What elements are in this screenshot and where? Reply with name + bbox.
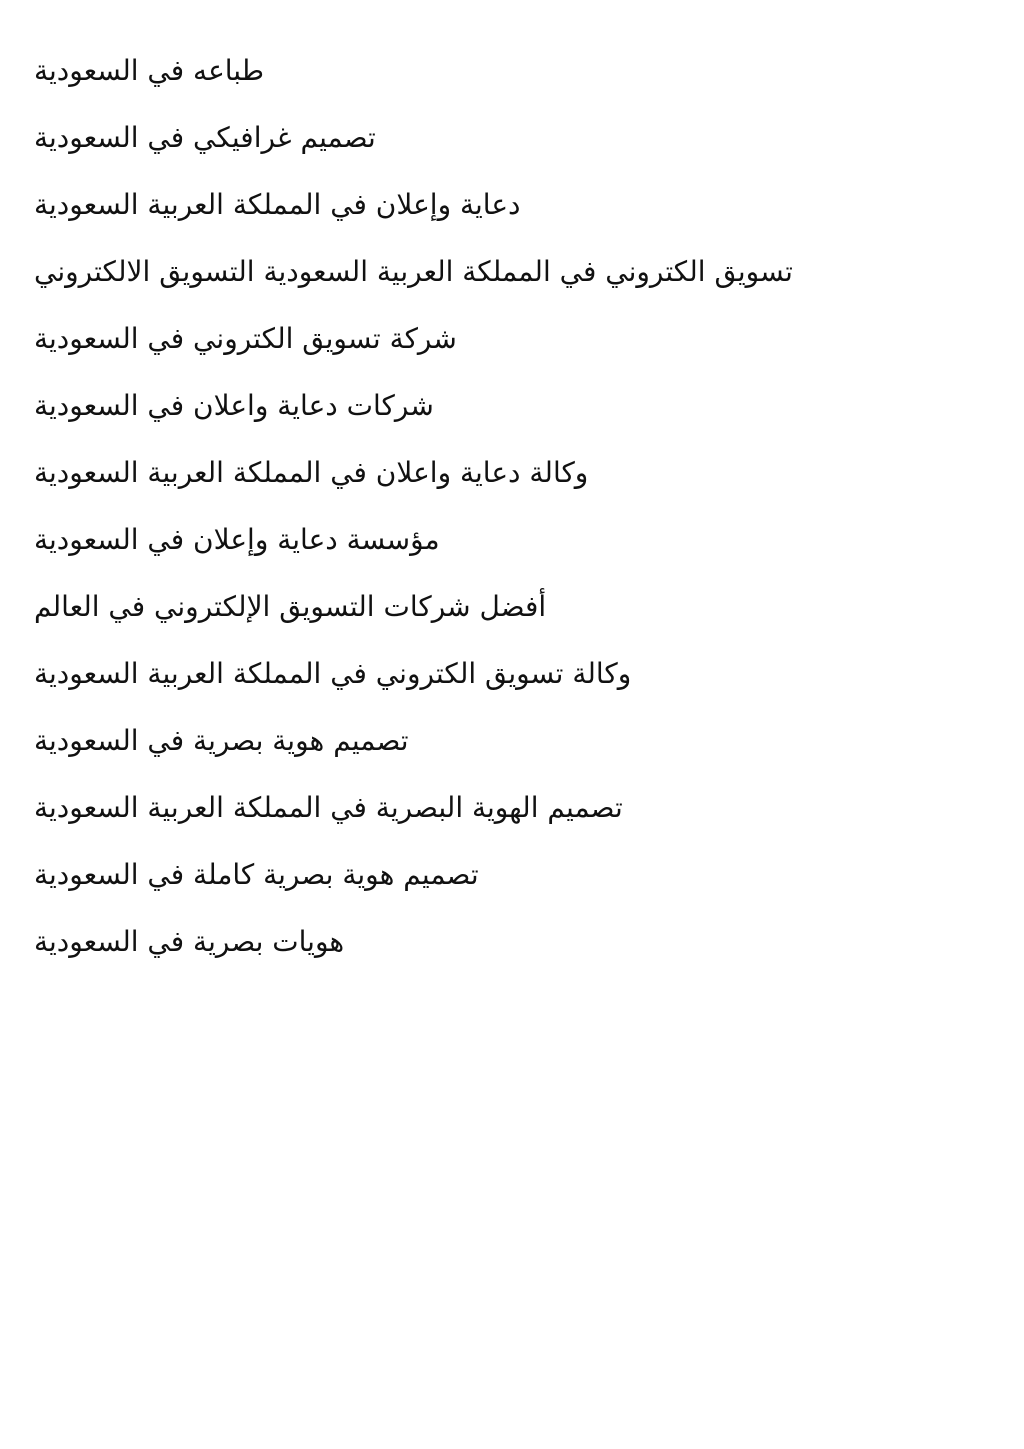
list-item-text: مؤسسة دعاية وإعلان في السعودية: [34, 523, 440, 556]
list-item-text: تصميم هوية بصرية كاملة في السعودية: [34, 858, 479, 891]
list-item-text: شركة تسويق الكتروني في السعودية: [34, 322, 457, 355]
list-item: [34, 52, 914, 90]
list-item-text: طباعه في السعودية: [34, 54, 265, 87]
list-item-text: شركات دعاية واعلان في السعودية: [34, 389, 434, 422]
list-item: [34, 789, 914, 827]
list-item: [34, 186, 914, 224]
list-item: [34, 588, 914, 626]
list-item-text: وكالة تسويق الكتروني في المملكة العربية السعودية: [34, 657, 632, 690]
list-item-text: أفضل شركات التسويق الإلكتروني في العالم: [34, 590, 547, 623]
list-item-text: تصميم هوية بصرية في السعودية: [34, 724, 409, 757]
list-item: [34, 722, 914, 760]
list-item: [34, 320, 914, 358]
list-item: [34, 521, 914, 559]
list-item-text: تصميم الهوية البصرية في المملكة العربية السعودية: [34, 791, 623, 824]
list-item-text: وكالة دعاية واعلان في المملكة العربية السعودية: [34, 456, 589, 489]
list-item-text: هويات بصرية في السعودية: [34, 925, 345, 958]
list-item: [34, 454, 914, 492]
list-item-text: تسويق الكتروني في المملكة العربية السعودية التسويق الالكتروني: [34, 255, 793, 288]
list-item: [34, 655, 914, 693]
keyword-list: [34, 52, 914, 961]
list-item: [34, 387, 914, 425]
list-item: [34, 119, 914, 157]
list-item-text: تصميم غرافيكي في السعودية: [34, 121, 376, 154]
list-item-text: دعاية وإعلان في المملكة العربية السعودية: [34, 188, 521, 221]
list-item: [34, 923, 914, 961]
list-item: [34, 253, 914, 291]
list-item: [34, 856, 914, 894]
